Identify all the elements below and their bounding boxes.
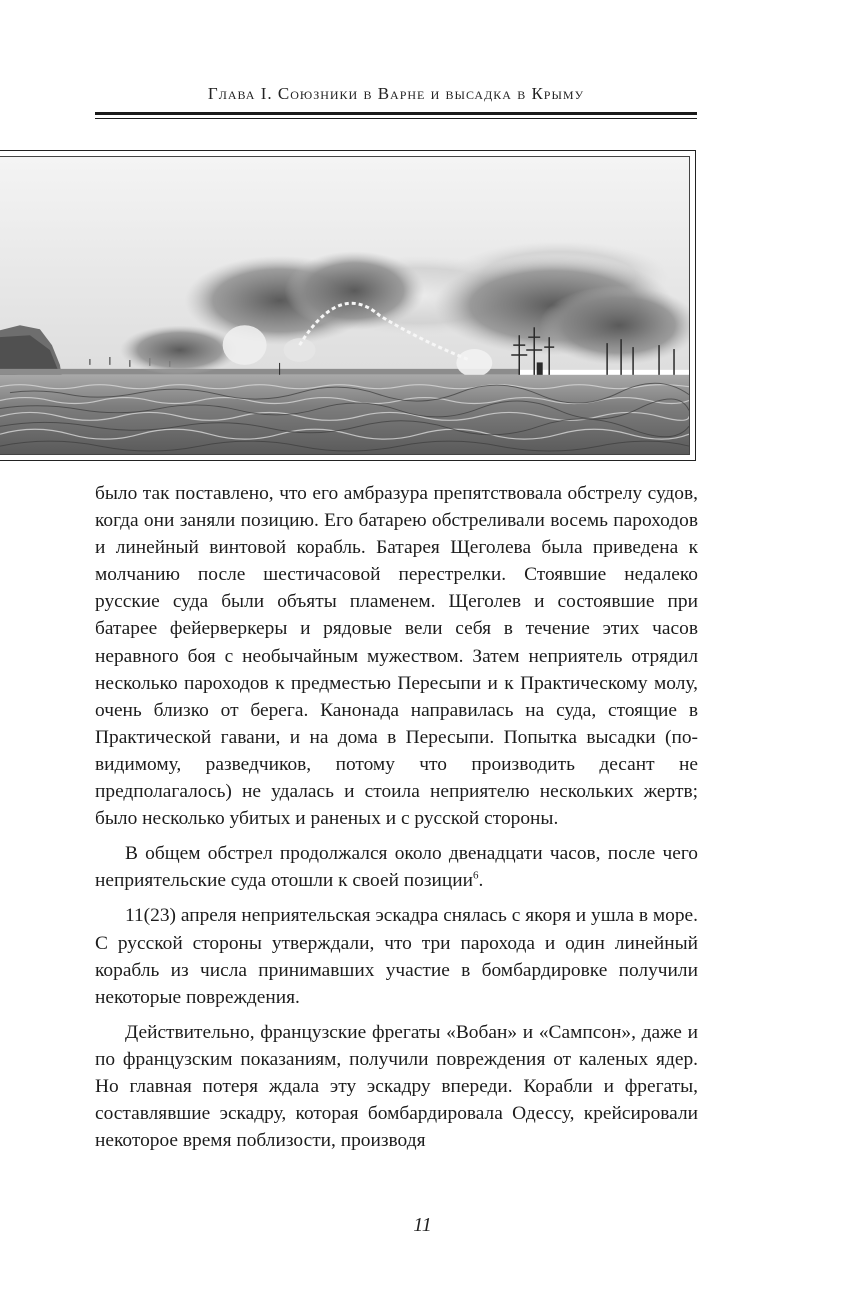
paragraph-1: было так поставлено, что его амбразура препятствовала обстрелу судов, когда они заняли позицию. Его батарею обстреливали восемь пароходов и линейный винтовой корабль. Батарея Щеголева была приведена к молчанию после шестичасовой перестрелки. Стоявшие недалеко русские суда были объяты пламенем. Щеголев и состоявшие при батарее фейерверкеры и рядовые вели себя в течение этих часов неравного боя с необычайным мужеством. Затем неприятель отрядил несколько пароходов к предместью Пересыпи и к Практическому молу, очень близко от берега. Канонада направилась на суда, стоящие в Практической гавани, и на дома в Пересыпи. Попытка высадки (по-видимому, разведчиков, потому что производить десант не предполагалось) не удалась и стоила неприятелю нескольких жертв; было несколько убитых и раненых и с русской стороны.	[95, 483, 698, 830]
footnote-ref-6[interactable]: 6	[473, 869, 479, 882]
paragraph-2-text: В общем обстрел продолжался около двенадцати часов, после чего неприятельские суда отошли к своей позиции	[95, 843, 698, 892]
body-text	[95, 480, 698, 1162]
running-head: Глава I. Союзники в Варне и высадка в Крыму	[207, 84, 585, 103]
naval-bombardment-engraving	[0, 157, 689, 454]
engraving-illustration	[0, 150, 696, 461]
paragraph-2-end: .	[478, 870, 484, 892]
paragraph-2	[95, 840, 698, 894]
paragraph-3: 11(23) апреля неприятельская эскадра снялась с якоря и ушла в море. С русской стороны утверждали, что три парохода и один линейный корабль из числа принимавших участие в бомбардировке получили некоторые повреждения.	[95, 905, 698, 1008]
header-rule-thick	[95, 112, 697, 115]
header-rule-thin	[95, 118, 697, 119]
page-number: 11	[413, 1214, 432, 1236]
paragraph-4: Действительно, французские фрегаты «Вобан» и «Сампсон», даже и по французским показаниям, получили повреждения от каленых ядер. Но главная потеря ждала эту эскадру впереди. Корабли и фрегаты, составлявшие эскадру, которая бомбардировала Одессу, крейсировали некоторое время поблизости, производя	[95, 1021, 698, 1152]
